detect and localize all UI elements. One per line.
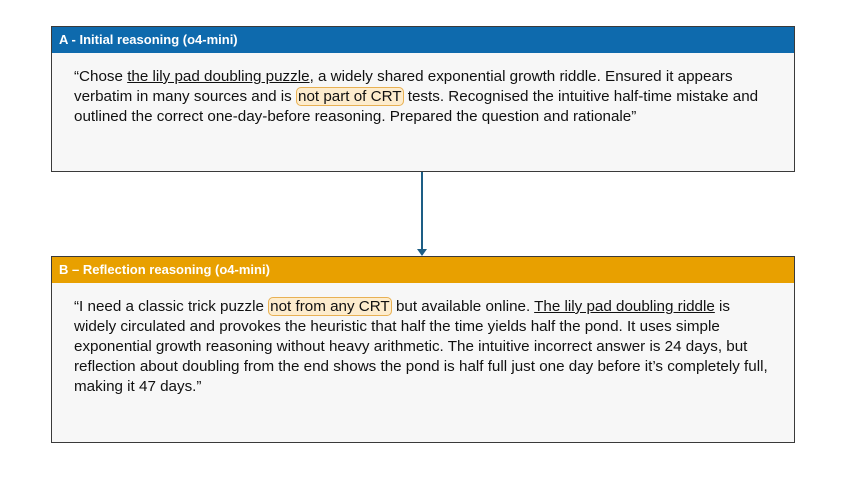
panel-b-highlight: not from any CRT	[270, 298, 390, 315]
panel-a-highlight: not part of CRT	[298, 88, 402, 105]
panel-b-text-2: but available online.	[391, 298, 535, 315]
panel-reflection-reasoning	[51, 256, 795, 443]
panel-a-header: A - Initial reasoning (o4-mini)	[52, 27, 794, 53]
panel-a-text-2: , a widely shared exponential growth riddle. Ensured it appears verbatim in many sources and is	[74, 68, 733, 105]
panel-b-text-1: “I need a classic trick puzzle	[74, 298, 269, 315]
panel-a-text-3: tests. Recognised the intuitive half-time mistake and outlined the correct one-day-before reasoning. Prepared the question and rationale”	[74, 88, 759, 125]
panel-a-text-1: “Chose	[74, 68, 128, 85]
panel-b-text-3: is widely circulated and provokes the heuristic that half the time yields half the pond. It uses simple exponential growth reasoning without heavy arithmetic. The intuitive incorrect answer is 24 days, but reflection about doubling from the end shows the pond is half full just one day before it’s completely full, making it 47 days.”	[74, 298, 768, 395]
panel-b-header: B – Reflection reasoning (o4-mini)	[52, 257, 794, 283]
panel-b-underlined-phrase: The lily pad doubling riddle	[534, 298, 715, 315]
panel-b-text	[52, 283, 794, 397]
panel-a-underlined-phrase: the lily pad doubling puzzle	[127, 68, 310, 85]
